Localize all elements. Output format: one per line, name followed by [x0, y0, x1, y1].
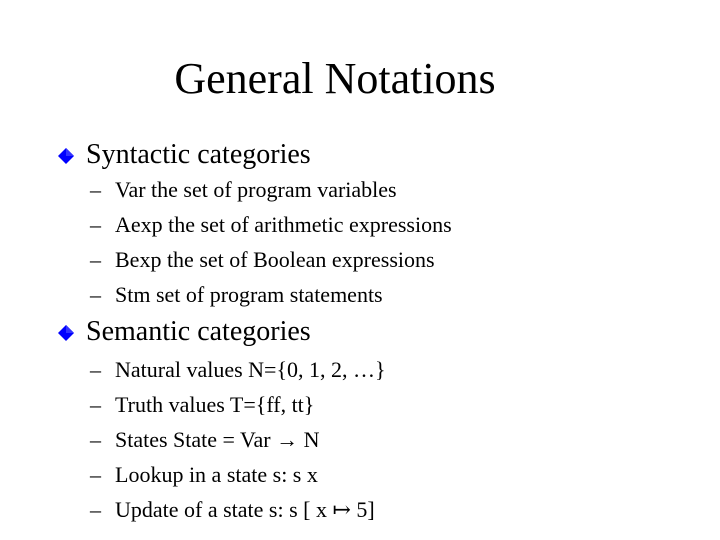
dash-bullet: –	[90, 212, 101, 237]
list-item-text: Lookup in a state s: s x	[115, 462, 318, 487]
dash-bullet: –	[90, 497, 101, 522]
list-item-text: Aexp the set of arithmetic expressions	[115, 212, 452, 237]
dash-bullet: –	[90, 247, 101, 272]
list-item-text: Update of a state s: s [ x ↦ 5]	[115, 497, 375, 522]
dash-bullet: –	[90, 427, 101, 452]
list-item-text: Bexp the set of Boolean expressions	[115, 247, 435, 272]
diamond-bullet-icon	[56, 324, 76, 342]
dash-bullet: –	[90, 282, 101, 307]
list-item-text: Natural values N={0, 1, 2, …}	[115, 357, 386, 382]
dash-bullet: –	[90, 177, 101, 202]
dash-bullet: –	[90, 357, 101, 382]
list-item-text: States State = Var → N	[115, 427, 320, 452]
section-heading: Semantic categories	[86, 316, 311, 347]
list-item-text: Var the set of program variables	[115, 177, 397, 202]
dash-bullet: –	[90, 462, 101, 487]
dash-bullet: –	[90, 392, 101, 417]
section-heading: Syntactic categories	[86, 139, 311, 170]
list-item-text: Truth values T={ff, tt}	[115, 392, 315, 417]
list-item-text: Stm set of program statements	[115, 282, 383, 307]
diamond-bullet-icon	[56, 147, 76, 165]
slide-title: General Notations	[174, 54, 496, 103]
